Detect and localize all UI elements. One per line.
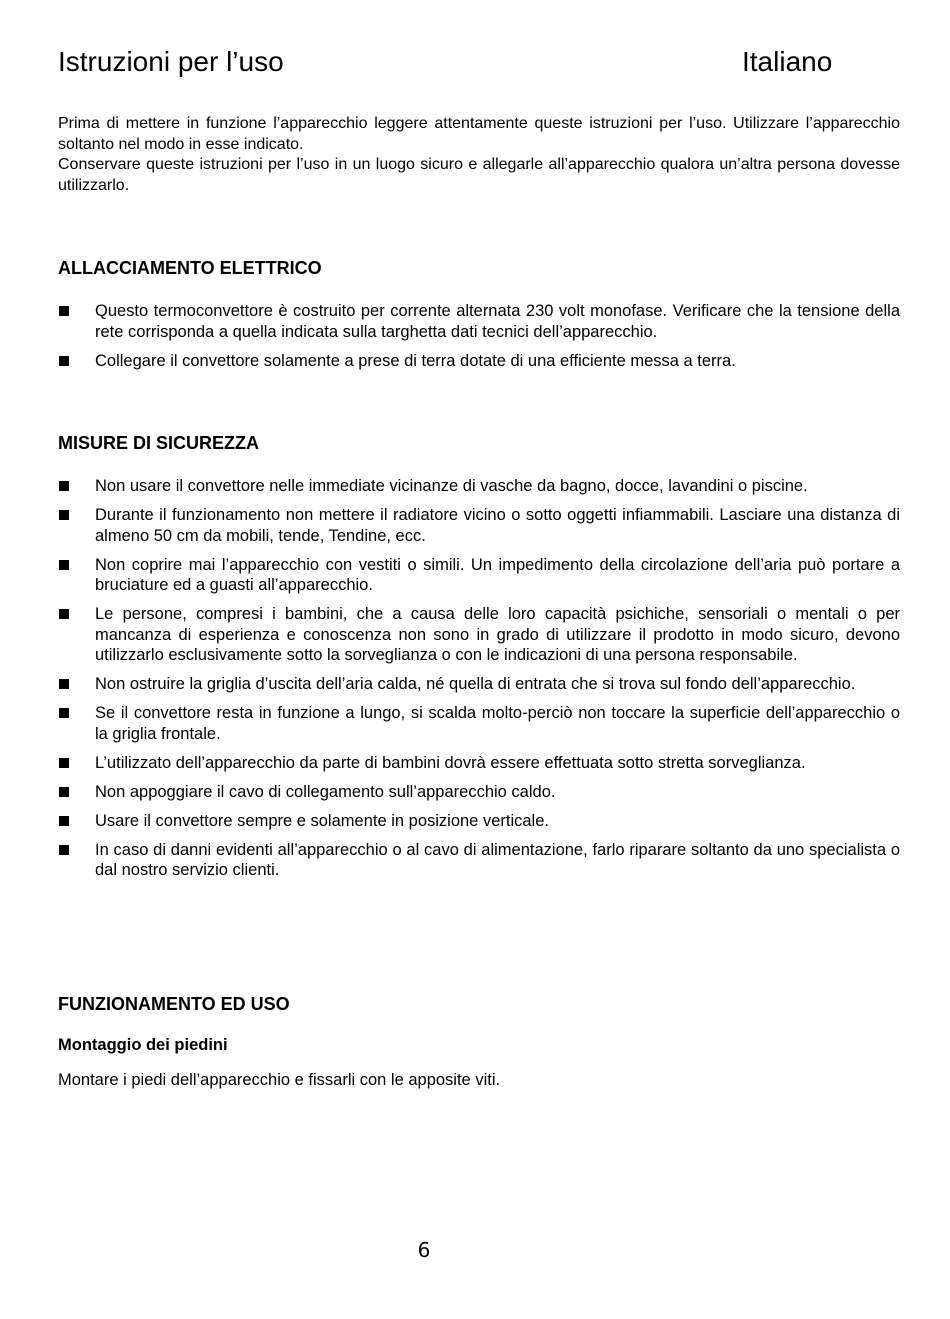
list-item-text: Non appoggiare il cavo di collegamento sull’apparecchio caldo. [95,782,556,801]
section-title-operation: FUNZIONAMENTO ED USO [58,994,290,1014]
list-item-text: Non ostruire la griglia d’uscita dell’aria calda, né quella di entrata che si trova sul fondo dell’apparecchio. [95,675,856,693]
list-item [58,476,900,497]
list-item [58,555,900,596]
language-label: Italiano [742,46,833,77]
safety-list [58,476,900,889]
intro-text [58,114,900,196]
list-item-text: Non coprire mai l’apparecchio con vestiti o simili. Un impedimento della circolazione dell’aria può portare a bruciature ed a guasti all’apparecchio. [95,555,900,594]
square-bullet-icon [59,609,69,619]
square-bullet-icon [59,306,69,316]
list-item [58,753,900,774]
list-item-text: Questo termoconvettore è costruito per corrente alternata 230 volt monofase. Verificare che la tensione della rete corrisponda a quella indicata sulla targhetta dati tecnici dell’apparecchio. [95,302,900,341]
list-item [58,703,900,744]
list-item-text: Non usare il convettore nelle immediate vicinanze di vasche da bagno, docce, lavandini o piscine. [95,477,808,495]
list-item [58,604,900,666]
square-bullet-icon [59,708,69,718]
list-item-text: Le persone, compresi i bambini, che a causa delle loro capacità psichiche, sensoriali o mentali o per mancanza di esperienza e conoscenza non sono in grado di utilizzare il prodotto in modo sicuro, devono utilizzarlo esclusivamente sotto la sorveglianza o con le indicazioni di una persona responsabile. [95,605,900,664]
list-item-text: L’utilizzato dell’apparecchio da parte di bambini dovrà essere effettuata sotto stretta sorveglianza. [95,753,806,772]
intro-paragraph: Prima di mettere in funzione l’apparecchio leggere attentamente queste istruzioni per l’uso. Utilizzare l’apparecchio soltanto nel modo in esse indicato. [58,115,900,153]
square-bullet-icon [59,560,69,570]
section-title-electrical: ALLACCIAMENTO ELETTRICO [58,258,322,278]
list-item [58,782,900,803]
square-bullet-icon [59,679,69,689]
list-item [58,505,900,546]
list-item [58,351,900,372]
square-bullet-icon [59,510,69,520]
square-bullet-icon [59,816,69,826]
square-bullet-icon [59,845,69,855]
intro-paragraph: Conservare queste istruzioni per l’uso in un luogo sicuro e allegarle all’apparecchio qualora un’altra persona dovesse utilizzarlo. [58,156,900,194]
square-bullet-icon [59,481,69,491]
list-item-text: Se il convettore resta in funzione a lungo, si scalda molto-perciò non toccare la superficie dell’apparecchio o la griglia frontale. [95,704,900,743]
section-title-safety: MISURE DI SICUREZZA [58,433,260,453]
list-item-text: Durante il funzionamento non mettere il radiatore vicino o sotto oggetti infiammabili. Lasciare una distanza di almeno 50 cm da mobili, tende, Tendine, ecc. [95,506,900,545]
list-item [58,840,900,881]
list-item [58,301,900,342]
list-item [58,811,900,832]
feet-instructions: Montare i piedi dell’apparecchio e fissarli con le apposite viti. [58,1071,501,1089]
list-item-text: Collegare il convettore solamente a prese di terra dotate di una efficiente messa a terra. [95,351,736,370]
list-item-text: Usare il convettore sempre e solamente in posizione verticale. [95,811,549,830]
electrical-list [58,301,900,380]
list-item [58,674,900,695]
page-number: 6 [417,1238,431,1262]
document-title: Istruzioni per l’uso [58,46,284,77]
square-bullet-icon [59,787,69,797]
list-item-text: In caso di danni evidenti all’apparecchio o al cavo di alimentazione, farlo riparare soltanto da uno specialista o dal nostro servizio clienti. [95,840,900,879]
subsection-title-feet: Montaggio dei piedini [58,1036,228,1054]
square-bullet-icon [59,356,69,366]
square-bullet-icon [59,758,69,768]
